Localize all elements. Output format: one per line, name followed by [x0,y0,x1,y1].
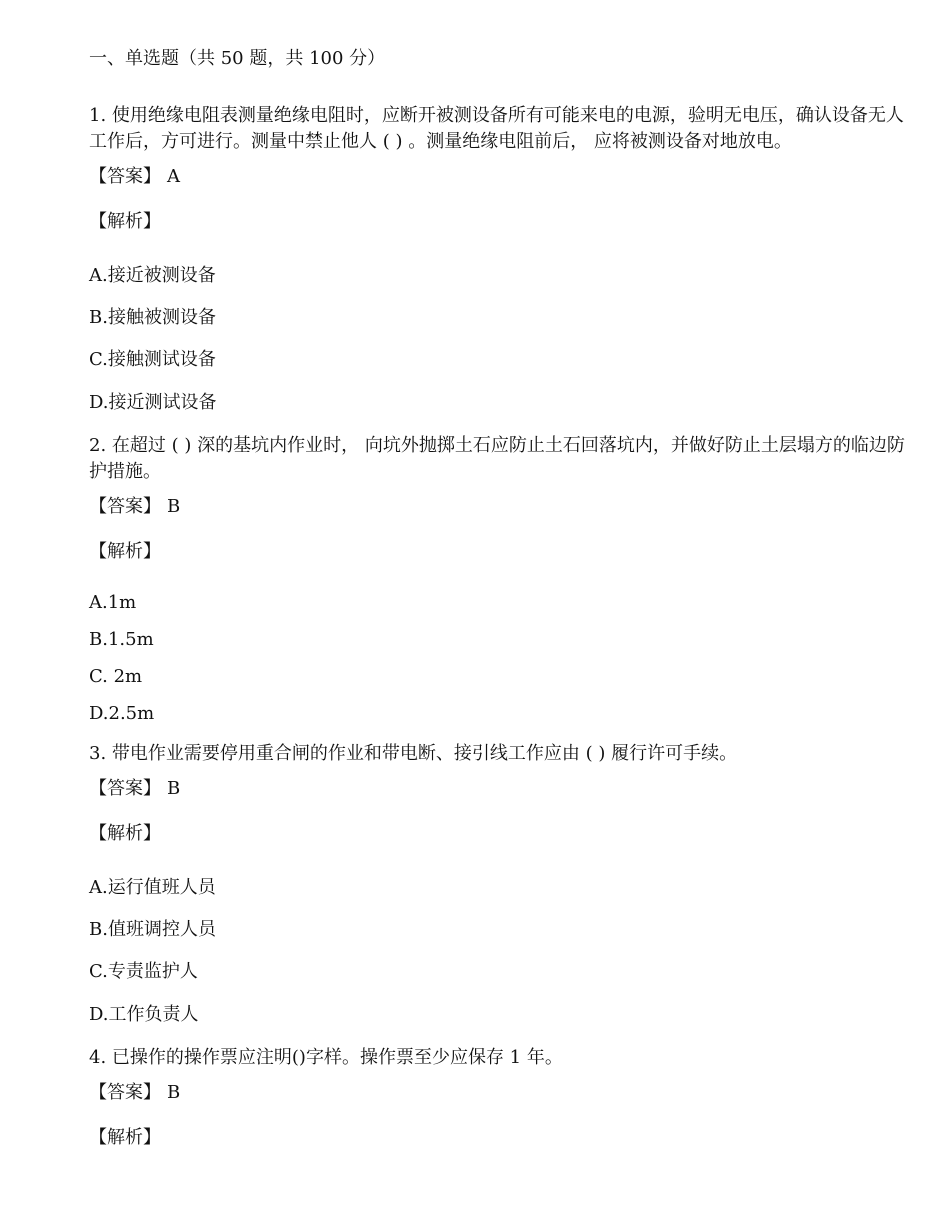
question-4-answer [89,1082,180,1104]
question-1-analysis-label: 【解析】 [89,211,161,232]
question-2-option-d: D.2.5m [89,703,155,724]
question-4-analysis-label: 【解析】 [89,1127,161,1148]
question-3-option-b: B.值班调控人员 [89,919,216,940]
question-3-option-a: A.运行值班人员 [89,877,216,898]
question-2-option-b: B.1.5m [89,629,154,650]
question-2-answer [89,496,180,518]
question-1-option-c: C.接触测试设备 [89,349,216,370]
question-1-answer [89,166,180,188]
question-4-text: 4. 已操作的操作票应注明()字样。操作票至少应保存 1 年。 [89,1047,563,1068]
question-2-option-c: C. 2m [89,666,143,687]
question-2-option-a: A.1m [89,592,137,613]
answer-label: 【答案】 [89,166,161,187]
question-3-option-d: D.工作负责人 [89,1004,199,1025]
question-3-text: 3. 带电作业需要停用重合闸的作业和带电断、接引线工作应由 ( ) 履行许可手续。 [89,743,738,764]
answer-value: B [167,1082,181,1103]
answer-value: A [167,166,180,187]
answer-label: 【答案】 [89,496,161,517]
question-1-option-b: B.接触被测设备 [89,307,216,328]
question-2-analysis-label: 【解析】 [89,541,161,562]
question-2-text: 2. 在超过 ( ) 深的基坑内作业时， 向坑外抛掷土石应防止土石回落坑内，并做好防止土层塌方的临边防护措施。 [89,435,905,482]
answer-value: B [167,778,181,799]
answer-label: 【答案】 [89,1082,161,1103]
question-1-text: 1. 使用绝缘电阻表测量绝缘电阻时，应断开被测设备所有可能来电的电源，验明无电压，确认设备无人工作后，方可进行。测量中禁止他人 ( ) 。测量绝缘电阻前后， 应将被测设备对地放电。 [89,105,904,152]
answer-label: 【答案】 [89,778,161,799]
question-3-analysis-label: 【解析】 [89,823,161,844]
question-3-answer [89,778,180,800]
question-1-option-a: A.接近被测设备 [89,265,216,286]
question-3-option-c: C.专责监护人 [89,961,198,982]
answer-value: B [167,496,181,517]
section-title: 一、单选题（共 50 题，共 100 分） [89,48,386,69]
question-1-option-d: D.接近测试设备 [89,392,217,413]
